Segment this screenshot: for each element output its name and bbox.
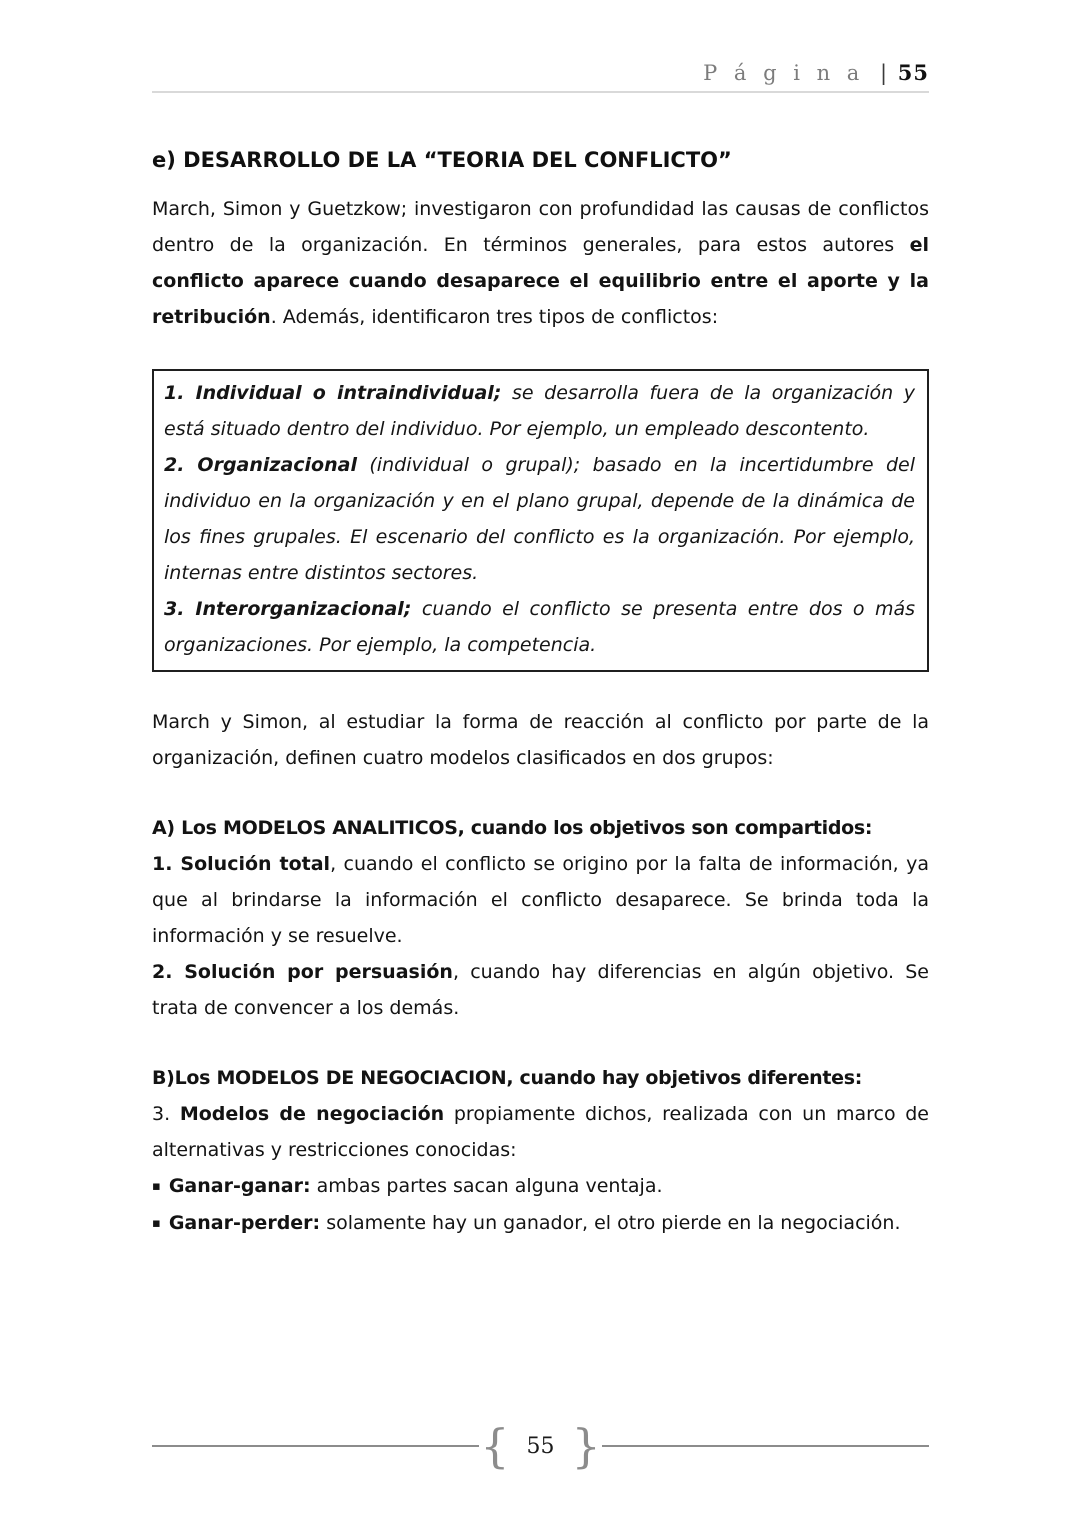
conflict-type-item <box>164 375 915 447</box>
conflict-type-item <box>164 447 915 591</box>
section-b-item-3 <box>152 1096 929 1168</box>
section-a-item-2-body: , cuando hay diferencias en algún objetivo. Se trata de convencer a los demás. <box>152 961 930 1019</box>
page-header-number: 55 <box>897 60 929 85</box>
intro-paragraph <box>152 191 929 335</box>
page-header <box>152 60 929 93</box>
footer-rule-right <box>602 1445 929 1447</box>
footer-left-brace: { <box>480 1419 510 1473</box>
bullet-ganar-ganar-body: ambas partes sacan alguna ventaja. <box>310 1175 663 1197</box>
bullet-square-icon: ▪ <box>152 1216 161 1231</box>
section-heading: e) DESARROLLO DE LA “TEORIA DEL CONFLICTO” <box>152 148 732 172</box>
bullet-ganar-perder-body: solamente hay un ganador, el otro pierde en la negociación. <box>320 1212 901 1234</box>
intro-text-1: March, Simon y Guetzkow; investigaron con profundidad las causas de conflictos dentro de la organización. En términos generales, para estos autores <box>152 198 929 256</box>
bullet-ganar-perder-lead: Ganar-perder: <box>168 1212 321 1234</box>
section-a-item-1-lead: 1. Solución total <box>152 853 331 875</box>
conflict-type-3-lead: 3. Interorganizacional; <box>164 598 412 620</box>
bullet-square-icon: ▪ <box>152 1179 161 1194</box>
conflict-type-3-body: cuando el conflicto se presenta entre dos o más organizaciones. Por ejemplo, la competencia. <box>164 598 915 656</box>
section-a-item-2-lead: 2. Solución por persuasión <box>152 961 453 983</box>
bullet-ganar-ganar-lead: Ganar-ganar: <box>168 1175 311 1197</box>
models-paragraph: March y Simon, al estudiar la forma de reacción al conflicto por parte de la organización, definen cuatro modelos clasificados en dos grupos: <box>152 711 929 769</box>
conflict-type-2-lead: 2. Organizacional <box>164 454 357 476</box>
section-b-item-3-lead: Modelos de negociación <box>179 1103 445 1125</box>
section-a-heading: A) Los MODELOS ANALITICOS, cuando los objetivos son compartidos: <box>152 817 873 839</box>
bullet-ganar-perder <box>152 1205 929 1242</box>
document-page <box>152 0 929 1242</box>
conflict-type-item <box>164 591 915 663</box>
section-a-item-2 <box>152 954 929 1026</box>
conflict-types-box <box>152 369 929 672</box>
section-b-heading: B)Los MODELOS DE NEGOCIACION, cuando hay objetivos diferentes: <box>152 1067 863 1089</box>
section-b-item-3-number: 3. <box>152 1103 180 1125</box>
footer-rule-left <box>152 1445 479 1447</box>
page-footer <box>152 1416 929 1476</box>
section-a-item-1-body: , cuando el conflicto se origino por la falta de información, ya que al brindarse la información el conflicto desaparece. Se brinda toda la información y se resuelve. <box>152 853 929 947</box>
intro-bold-statement: el conflicto aparece cuando desaparece el equilibrio entre el aporte y la retribución <box>152 234 929 328</box>
conflict-type-2-body: (individual o grupal); basado en la incertidumbre del individuo en la organización y en el plano grupal, depende de la dinámica de los fines grupales. El escenario del conflicto es la organización. Por ejemplo, internas entre distintos sectores. <box>164 454 915 584</box>
footer-right-brace: } <box>571 1419 601 1473</box>
footer-page-number: 55 <box>526 1433 555 1459</box>
conflict-type-1-lead: 1. Individual o intraindividual; <box>164 382 502 404</box>
bullet-ganar-ganar <box>152 1168 929 1205</box>
intro-text-2: . Además, identificaron tres tipos de conflictos: <box>270 306 719 328</box>
section-b-item-3-body: propiamente dichos, realizada con un marco de alternativas y restricciones conocidas: <box>152 1103 930 1161</box>
conflict-type-1-body: se desarrolla fuera de la organización y está situado dentro del individuo. Por ejemplo, un empleado descontento. <box>164 382 915 440</box>
page-header-label: P á g i n a <box>703 61 865 85</box>
section-a-item-1 <box>152 846 929 954</box>
page-header-separator: | <box>880 61 888 85</box>
